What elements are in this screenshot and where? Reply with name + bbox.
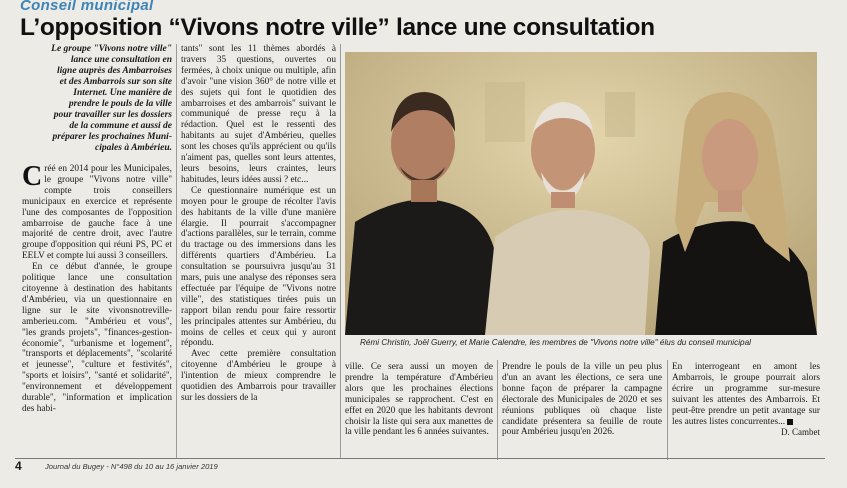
article-column-4 — [502, 362, 662, 462]
article-paragraph: tants" sont les 11 thèmes abordés à travers 35 questions, ouvertes ou fermées, à choix unique ou multiple, afin d'avoir "une vision 360° de notre ville et des sujets qui font le quotidien des ambarroises et des ambarrois" suivant le communiqué de presse reçu à la rédaction. Quel est le ressenti des habitants au sujet d'Ambérieu, quelles sont les choses qu'ils apprécient ou qu'ils n'aiment pas, quelles sont leurs attentes, leurs besoins, leurs craintes, leurs habitudes, leurs idées aussi ? etc... — [181, 44, 336, 185]
lead-line: ligne auprès des Ambarroises — [57, 66, 172, 76]
article-column-5 — [672, 362, 820, 462]
drop-cap: C — [22, 161, 43, 192]
article-column-2 — [181, 44, 336, 459]
lead-line: lance une consultation en — [70, 55, 172, 65]
article-paragraph: En interrogeant en amont les Ambarrois, le groupe pourrait alors écrire un programme sur-mesure suivant les attentes des Ambarrois. Et peut-être prendre un petit avantage sur les autres listes concurrentes... — [672, 362, 820, 427]
article-column-1 — [22, 44, 172, 459]
journal-issue: Journal du Bugey - N°498 du 10 au 16 janvier 2019 — [45, 462, 218, 471]
column-rule — [340, 44, 341, 459]
article-paragraph: ville. Ce sera aussi un moyen de prendre la température d'Ambérieu alors que les prochaines élections municipales se rapprochent. C'est en effet en 2020 que les habitants devront choisir la liste qui sera aux manettes de la ville pendant les 6 années suivantes. — [345, 362, 493, 438]
lead-line: et des Ambarrois sur son site — [59, 77, 172, 87]
section-rubric: Conseil municipal — [20, 0, 154, 14]
article-column-3 — [345, 362, 493, 462]
lead-line: de la commune et aussi de — [69, 121, 172, 131]
group-portrait-image — [345, 52, 817, 335]
article-paragraph: Ce questionnaire numérique est un moyen pour le groupe de récolter l'avis des habitants de la ville d'une manière élargie. Il pourrait s'accompagner d'actions parallèles, sur le terrain, comme du tractage ou des immersions dans les différents quartiers d'Ambérieu. La consultation se poursuivra jusqu'au 31 mars, puis une analyse des réponses sera effectuée par l'équipe de "Vivons notre ville", des statistiques tirées puis un rapport bilan rendu pour faire ressortir les principales attentes sur Ambérieu, du moins de celles et ceux qui y auront répondu. — [181, 185, 336, 349]
lead-line: cipales à Ambérieu. — [95, 143, 172, 153]
article-paragraph: Créé en 2014 pour les Municipales, le groupe "Vivons notre ville" compte trois conseillers municipaux en exercice et représente l'une des composantes de l'opposition ambarroise de gauche face à une majorité de centre droit, avec l'autre groupe d'opposition qui réuni PS, PC et EELV et compte lui aussi 3 conseillers. — [22, 161, 172, 262]
lead-line: Le groupe "Vivons notre ville" — [51, 44, 172, 54]
lead-line: Internet. Une manière de — [73, 88, 172, 98]
column-rule — [176, 44, 177, 459]
lead-line: prendre le pouls de la ville — [68, 99, 172, 109]
article-lead — [22, 44, 172, 154]
footer-rule — [15, 458, 825, 459]
end-mark-icon — [787, 419, 793, 425]
page-number: 4 — [15, 459, 22, 473]
column-rule — [667, 360, 668, 460]
article-paragraph: En ce début d'année, le groupe politique lance une consultation citoyenne à destination des habitants d'Ambérieu, via un questionnaire en ligne sur le site vivonsnotreville-amberieu.com. "Ambérieu et vous", "les grands projets", "finances-gestion-économie", "urbanisme et logement", "transports et déplacements", "scolarité et jeunesse", "culture et festivités", "sports et loisirs", "santé et solidarité", "environnement et développement durable", "information et implication des habi- — [22, 262, 172, 414]
article-headline: L’opposition “Vivons notre ville” lance une consultation — [20, 14, 655, 41]
lead-line: pour travailler sur les dossiers — [53, 110, 172, 120]
column-rule — [497, 360, 498, 460]
article-paragraph: Avec cette première consultation citoyenne d'Ambérieu le groupe à l'intention de mieux comprendre le quotidien des Ambarrois pour travailler sur les dossiers de la — [181, 349, 336, 403]
article-paragraph: Prendre le pouls de la ville un peu plus d'un an avant les élections, ce sera une bonne façon de préparer la campagne électorale des Municipales de 2020 et ses réunions publiques où chaque liste candidate présentera sa feuille de route pour Ambérieu jusqu'en 2026. — [502, 362, 662, 438]
photo-caption: Rémi Christin, Joël Guerry, et Marie Calendre, les membres de "Vivons notre ville" élus du conseil municipal — [360, 338, 751, 347]
author-signature: D. Cambet — [781, 427, 820, 438]
article-photo — [345, 52, 817, 335]
lead-line: préparer les prochaines Muni- — [52, 132, 172, 142]
